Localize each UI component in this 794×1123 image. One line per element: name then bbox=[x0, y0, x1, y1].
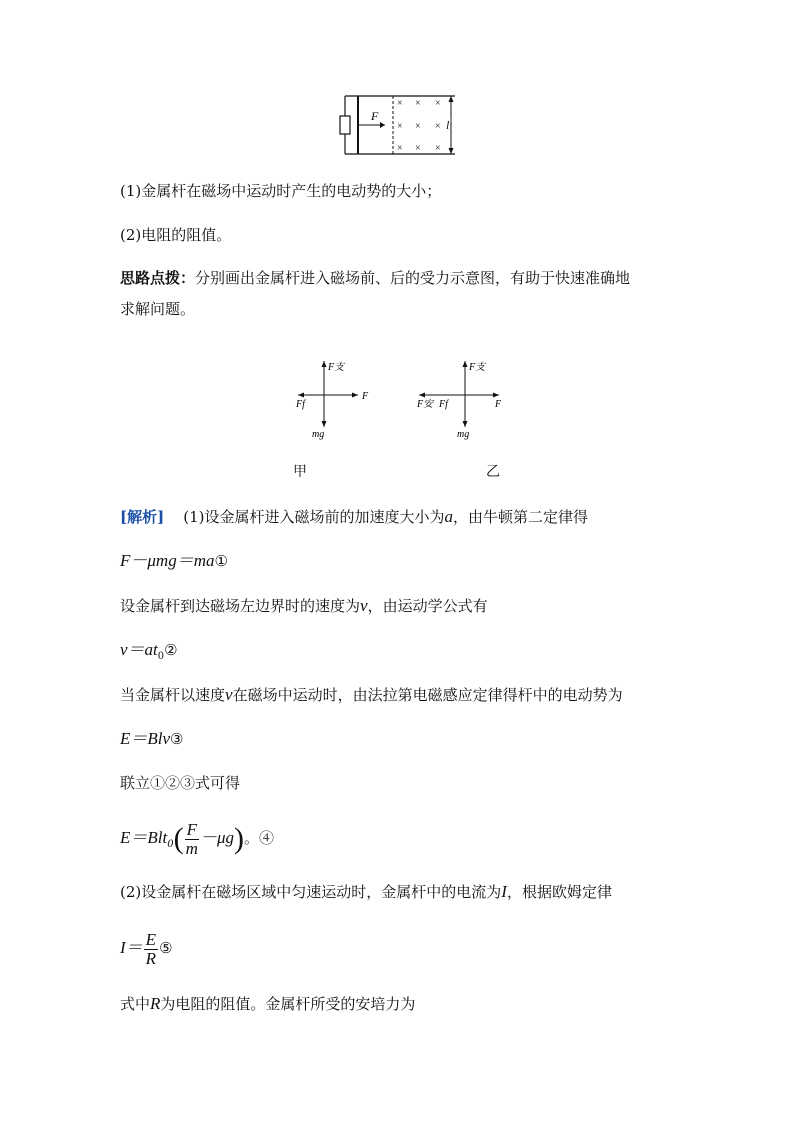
solution-intro: [解析] (1)设金属杆进入磁场前的加速度大小为a，由牛顿第二定律得 bbox=[120, 507, 589, 526]
force-label: F bbox=[371, 109, 379, 123]
hint-line-2: 求解问题。 bbox=[120, 300, 196, 318]
svg-text:×: × bbox=[415, 98, 421, 109]
hint-label: 思路点拨： bbox=[120, 269, 196, 287]
support-force-label: F支 bbox=[469, 362, 486, 373]
part2-line: (2)设金属杆在磁场区域中匀速运动时，金属杆中的电流为I，根据欧姆定律 bbox=[120, 882, 612, 901]
ampere-force-label: F安 bbox=[417, 399, 434, 410]
caption-yi: 乙 bbox=[486, 464, 500, 480]
ampere-force-line: 式中R为电阻的阻值。金属杆所受的安培力为 bbox=[120, 994, 416, 1013]
pull-force-label: F bbox=[362, 391, 369, 402]
emf-line: 当金属杆以速度v在磁场中运动时，由法拉第电磁感应定律得杆中的电动势为 bbox=[120, 685, 623, 704]
question-1: (1)金属杆在磁场中运动时产生的电动势的大小； bbox=[120, 182, 442, 200]
caption-jia: 甲 bbox=[293, 464, 307, 480]
combine-line: 联立①②③式可得 bbox=[120, 774, 241, 792]
svg-text:×: × bbox=[415, 121, 421, 132]
friction-label: Ff bbox=[439, 399, 448, 410]
support-force-label: F支 bbox=[328, 362, 345, 373]
svg-text:×: × bbox=[397, 98, 403, 109]
force-diagram-yi bbox=[415, 355, 515, 445]
circuit-figure bbox=[335, 90, 465, 160]
gravity-label: mg bbox=[312, 429, 325, 440]
svg-text:×: × bbox=[415, 143, 421, 154]
solution-tag: [解析] bbox=[120, 508, 165, 526]
svg-text:×: × bbox=[435, 121, 441, 132]
magnetic-field-marks bbox=[397, 98, 441, 154]
velocity-line: 设金属杆到达磁场左边界时的速度为v，由运动学公式有 bbox=[120, 596, 488, 615]
equation-3: E＝Blv③ bbox=[120, 729, 184, 748]
svg-text:×: × bbox=[435, 98, 441, 109]
equation-5: I＝ $\frac{E}{R}$ ⑤ bbox=[120, 929, 173, 968]
force-diagram-jia bbox=[290, 355, 380, 445]
gravity-label: mg bbox=[457, 429, 470, 440]
svg-text:×: × bbox=[397, 121, 403, 132]
friction-label: Ff bbox=[296, 399, 305, 410]
question-2: (2)电阻的阻值。 bbox=[120, 226, 232, 244]
svg-text:×: × bbox=[397, 143, 403, 154]
length-label: l bbox=[446, 118, 450, 132]
equation-4: E＝Blt$_0$( $\frac{F}{m}$ －μg)。④ bbox=[120, 819, 275, 858]
resistor bbox=[340, 116, 350, 134]
equation-2: $v=at_0②$ bbox=[120, 640, 178, 662]
pull-force-label: F bbox=[495, 399, 502, 410]
svg-text:×: × bbox=[435, 143, 441, 154]
equation-1: F－μmg＝ma① bbox=[120, 551, 228, 570]
hint-line-1: 思路点拨：分别画出金属杆进入磁场前、后的受力示意图，有助于快速准确地 bbox=[120, 269, 631, 287]
